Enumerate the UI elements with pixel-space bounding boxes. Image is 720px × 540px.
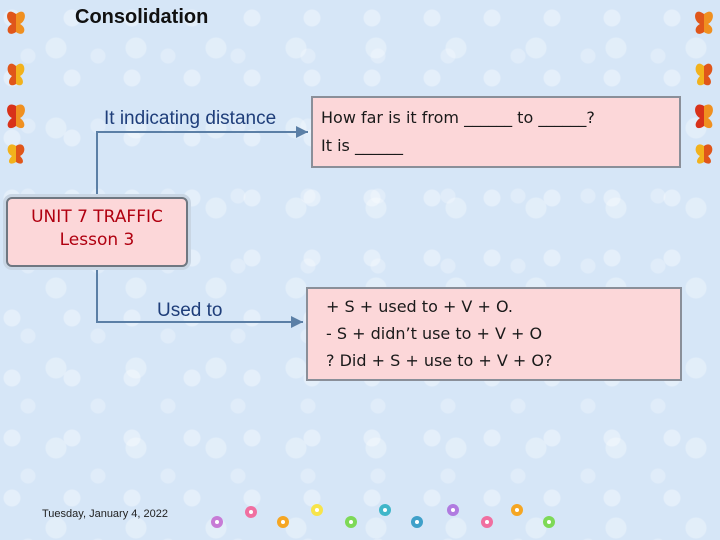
flower-icon	[205, 500, 565, 536]
center-node	[6, 197, 188, 267]
used-to-line-positive: + S + used to + V + O.	[326, 297, 513, 316]
butterfly-icon	[2, 6, 30, 166]
used-to-box	[306, 287, 682, 381]
distance-line-2: It is ______	[321, 136, 403, 155]
branch-label-used-to: Used to	[157, 300, 223, 321]
connector-upper	[97, 132, 308, 197]
branch-label-distance: It indicating distance	[104, 108, 277, 129]
butterfly-icon	[690, 6, 718, 166]
distance-box	[311, 96, 681, 168]
slide-date: Tuesday, January 4, 2022	[42, 508, 168, 520]
distance-line-1: How far is it from ______ to ______?	[321, 108, 595, 127]
used-to-line-question: ? Did + S + use to + V + O?	[326, 351, 553, 370]
center-node-lesson: Lesson 3	[59, 230, 135, 250]
slide-title: Consolidation	[75, 6, 209, 28]
used-to-line-negative: - S + didn’t use to + V + O	[326, 324, 543, 343]
center-node-unit: UNIT 7 TRAFFIC	[31, 207, 163, 227]
